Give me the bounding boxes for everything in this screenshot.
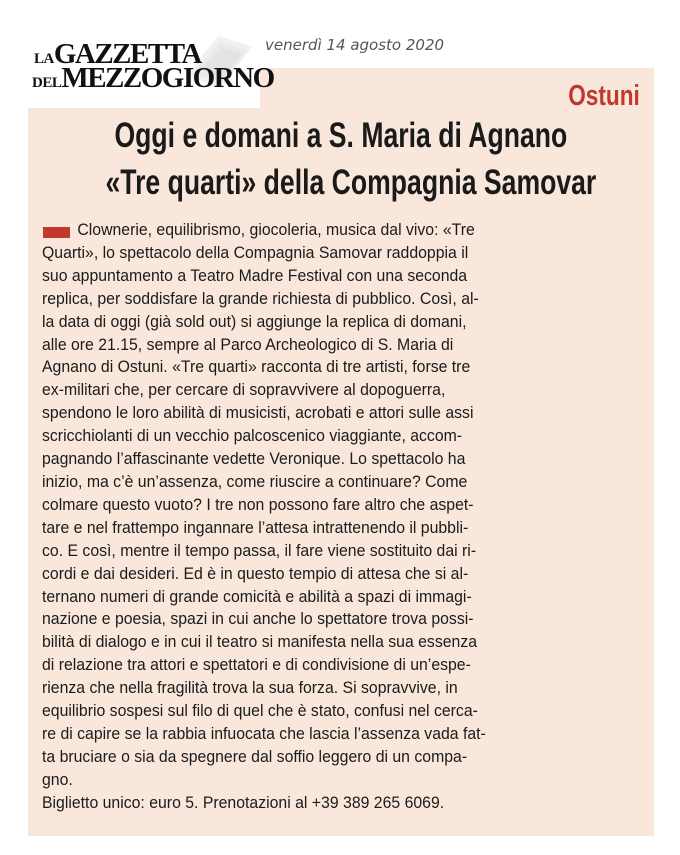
body-line: bilità di dialogo e in cui il teatro si manifesta nella sua essenza xyxy=(42,632,478,652)
body-line: scricchiolanti di un vecchio palcoscenico viaggiante, accom- xyxy=(42,426,463,446)
headline-line-1: Oggi e domani a S. Maria di Agnano xyxy=(114,116,568,155)
body-line: replica, per soddisfare la grande richiesta di pubblico. Così, al- xyxy=(42,288,479,308)
body-line: tare e nel frattempo ingannare l’attesa intrattenendo il pubbli- xyxy=(42,517,469,537)
body-line: Biglietto unico: euro 5. Prenotazioni al +39 389 265 6069. xyxy=(42,792,445,812)
article-body xyxy=(42,219,642,815)
body-line: pagnando l’affascinante vedette Veronique. Lo spettacolo ha xyxy=(42,449,466,469)
body-line: spendono le loro abilità di musicisti, acrobati e attori sulle assi xyxy=(42,403,474,423)
masthead-line-2: DELMEZZOGIORNO xyxy=(32,62,274,94)
body-line: nazione e poesia, spazi in cui anche lo spettatore trova possi- xyxy=(42,609,474,629)
body-line: equilibrio sospesi sul filo di quel che è stato, confusi nel cerca- xyxy=(42,701,478,721)
body-line: di relazione tra attori e spettatori e di condivisione di un’espe- xyxy=(42,655,471,675)
body-line: Quarti», lo spettacolo della Compagnia Samovar raddoppia il xyxy=(42,242,469,262)
newspaper-masthead xyxy=(28,12,274,108)
body-line: gno. xyxy=(42,769,73,789)
body-line: co. E così, mentre il tempo passa, il fare viene sostituito dai ri- xyxy=(42,540,477,560)
body-line: suo appuntamento a Teatro Madre Festival con una seconda xyxy=(42,265,468,285)
body-line: rienza che nella fragilità trova la sua forza. Si sopravvive, in xyxy=(42,678,458,698)
publication-date: venerdì 14 agosto 2020 xyxy=(265,36,445,54)
body-line: ta bruciare o sia da spegnere dal soffio leggero di un compa- xyxy=(42,746,468,766)
body-line: Agnano di Ostuni. «Tre quarti» racconta di tre artisti, forse tre xyxy=(42,357,471,377)
body-line: ex-militari che, per cercare di sopravvivere al dopoguerra, xyxy=(42,380,446,400)
masthead-line-1: LAGAZZETTA xyxy=(34,38,201,70)
body-line: re di capire se la rabbia infuocata che lascia l’assenza vada fat- xyxy=(42,723,486,743)
body-line: cordi e dai desideri. Ed è in questo tempio di attesa che si al- xyxy=(42,563,469,583)
body-line: alle ore 21.15, sempre al Parco Archeologico di S. Maria di xyxy=(42,334,454,354)
section-label: Ostuni xyxy=(568,80,640,112)
body-line: Clownerie, equilibrismo, giocoleria, musica dal vivo: «Tre xyxy=(77,220,475,239)
body-line: ternano numeri di grande comicità e abilità a spazi di immagi- xyxy=(42,586,472,606)
body-line: inizio, ma c’è un’assenza, come riuscire a continuare? Come xyxy=(42,471,468,491)
body-line: la data di oggi (già sold out) si aggiunge la replica di domani, xyxy=(42,311,467,331)
body-line: colmare questo vuoto? I tre non possono fare altro che aspet- xyxy=(42,494,474,514)
headline-line-2: «Tre quarti» della Compagnia Samovar xyxy=(105,163,597,202)
